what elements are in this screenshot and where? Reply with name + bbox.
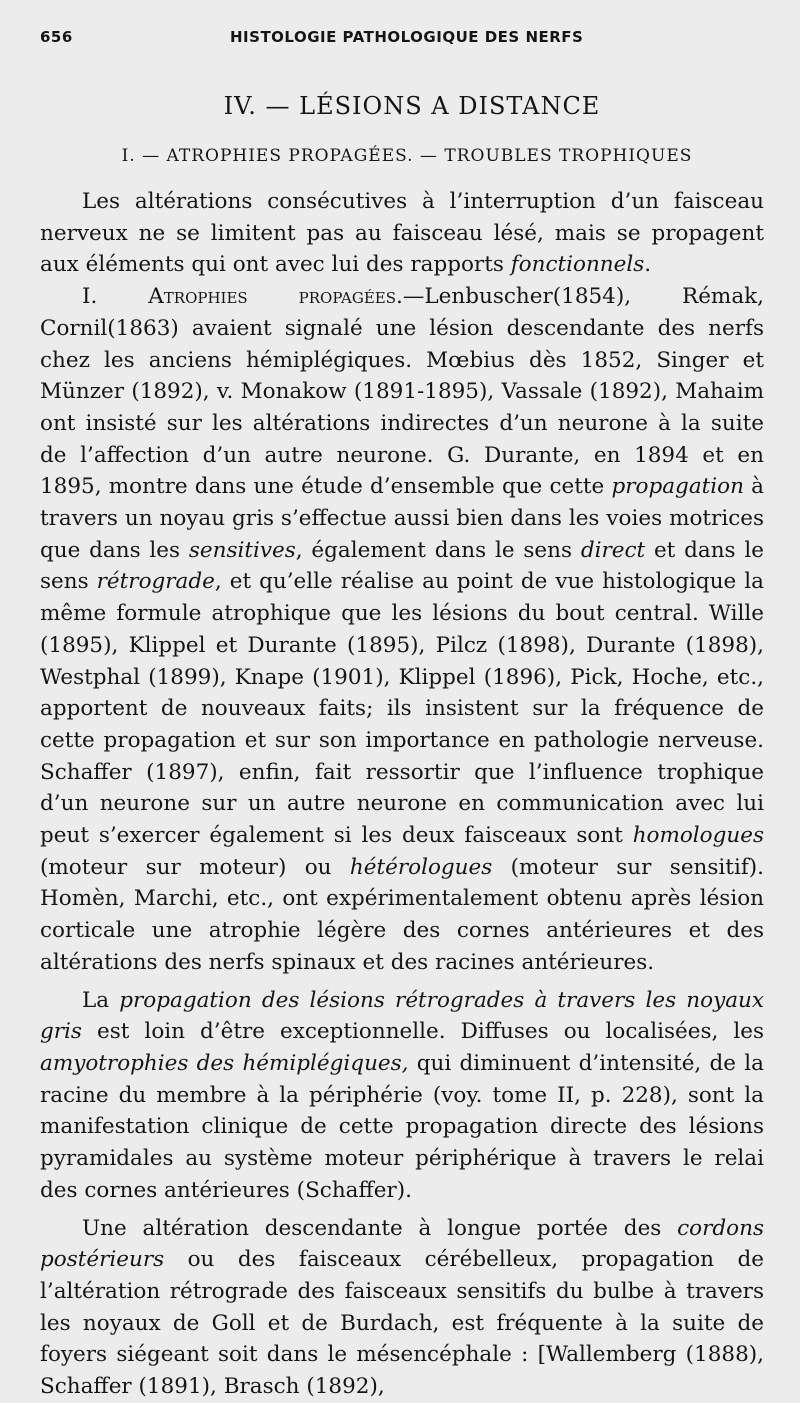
- text: —Lenbuscher(1854), Rémak, Cornil(1863) avaient signalé une lésion descendante des nerfs chez les anciens hémiplégiques. Mœbius dès 1852, Singer et Münzer (1892), v. Monakow (1891-1895), Vassale (1892), Mahaim ont insisté sur les altérations indirectes d’un neurone à la suite de l’affection d’un autre neurone. G. Durante, en 1894 et en 1895, montre dans une étude d’ensemble que cette: [40, 284, 764, 500]
- page-number: 656: [40, 28, 73, 46]
- italic-term: rétrograde: [96, 569, 215, 595]
- text: à travers un noyau gris s’effectue aussi bien dans les voies motrices que dans les: [40, 474, 764, 563]
- text: (moteur sur moteur) ou: [40, 854, 350, 880]
- text: La: [82, 987, 120, 1013]
- paragraph-lead-heading: I. Atrophies propagées.: [82, 284, 403, 310]
- text: Une altération descendante à longue portée des: [82, 1215, 678, 1241]
- text: (moteur sur sensitif). Homèn, Marchi, etc., ont expérimentalement obtenu après lésion corticale une atrophie légère des cornes antérieures et des altérations des nerfs spinaux et des racines antérieures.: [40, 854, 765, 975]
- italic-term: hétérologues: [349, 854, 493, 880]
- section-title: I. — ATROPHIES PROPAGÉES. — TROUBLES TROPHIQUES: [121, 146, 693, 166]
- paragraph-1: [40, 186, 764, 281]
- italic-term: homologues: [632, 823, 764, 849]
- italic-term: amyotrophies des hémiplégiques,: [40, 1050, 409, 1076]
- text: , également dans le sens: [295, 537, 581, 563]
- italic-term: cordons postérieurs: [40, 1215, 764, 1273]
- text: , et qu’elle réalise au point de vue histologique la même formule atrophique que les lésions du bout central. Wille (1895), Klippel et Durante (1895), Pilcz (1898), Durante (1898), Westphal (1899), Knape (1901), Klippel (1896), Pick, Hoche, etc., apportent de nouveaux faits; ils insistent sur la fréquence de cette propagation et sur son importance en pathologie nerveuse. Schaffer (1897), enfin, fait ressortir que l’influence trophique d’un neurone sur un autre neurone en communication avec lui peut s’exercer également si les deux faisceaux sont: [40, 569, 764, 849]
- page-header: [40, 28, 764, 60]
- paragraph-4: [40, 1213, 764, 1403]
- italic-term: fonctionnels: [510, 252, 645, 278]
- text: .: [644, 252, 652, 278]
- paragraph-2: [40, 281, 764, 978]
- text: qui diminuent d’intensité, de la racine du membre à la périphérie (voy. tome II, p. 228), sont la manifestation clinique de cette propagation directe des lésions pyramidales au système moteur périphérique à travers le relai des cornes antérieures (Schaffer).: [40, 1050, 764, 1203]
- text: est loin d’être exceptionnelle. Diffuses ou localisées, les: [81, 1019, 764, 1045]
- paragraph-3: [40, 985, 764, 1207]
- italic-term: direct: [580, 537, 646, 563]
- running-title: HISTOLOGIE PATHOLOGIQUE DES NERFS: [230, 28, 584, 46]
- body-text: [40, 186, 764, 1403]
- italic-term: sensitives: [188, 537, 296, 563]
- chapter-title: IV. — LÉSIONS A DISTANCE: [223, 92, 601, 120]
- text: ou des faisceaux cérébelleux, propagation de l’altération rétrograde des faisceaux sensitifs du bulbe à travers les noyaux de Goll et de Burdach, est fréquente à la suite de foyers siégeant soit dans le mésencéphale : [Wallemberg (1888), Schaffer (1891), Brasch (1892),: [40, 1247, 764, 1400]
- italic-term: propagation: [611, 474, 744, 500]
- text: Les altérations consécutives à l’interruption d’un faisceau nerveux ne se limitent pas au faisceau lésé, mais se propagent aux éléments qui ont avec lui des rapports: [40, 189, 764, 278]
- italic-term: propagation des lésions rétrogrades à travers les noyaux gris: [40, 987, 765, 1045]
- text: et dans le sens: [40, 537, 764, 595]
